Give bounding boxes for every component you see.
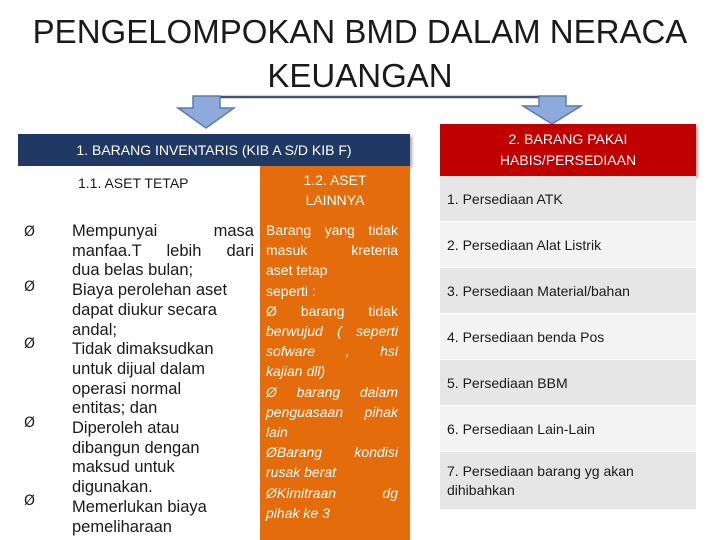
description-line: sofware , hsl: [266, 343, 398, 360]
list-item: [440, 360, 696, 406]
aset-tetap-title: 1.1. ASET TETAP: [78, 175, 189, 191]
persediaan-header-line-2: HABIS/PERSEDIAAN: [499, 152, 637, 168]
arrow-bullet-icon: Ø: [24, 336, 36, 352]
aset-lainnya-title-line-1: 1.2. ASET: [303, 172, 367, 188]
description-line: Barang yang tidak: [266, 222, 398, 238]
criteria-line: Tidak dimaksudkan: [72, 340, 214, 359]
criteria-line: operasi normal: [72, 379, 182, 398]
description-line: ØBarang kondisi: [266, 444, 398, 461]
criteria-line: dibangun dengan: [72, 438, 200, 457]
criteria-line: Biaya perolehan aset: [72, 281, 228, 300]
arrow-bullet-icon: Ø: [24, 415, 36, 431]
aset-lainnya-title-line-2: LAINNYA: [305, 192, 365, 208]
description-line: Ø barang tidak: [266, 302, 398, 319]
page-title-line-2: KEUANGAN: [267, 57, 453, 94]
criteria-line: Memerlukan biaya: [72, 497, 207, 516]
arrow-bullet-icon: Ø: [24, 224, 36, 240]
description-line: lain: [266, 424, 288, 441]
arrow-bullet-icon: Ø: [24, 493, 36, 509]
description-line: ØKimitraan dg: [266, 484, 398, 501]
description-line: pihak ke 3: [266, 504, 330, 521]
aset-lainnya-description: [266, 220, 398, 523]
list-item-label: 1. Persediaan ATK: [447, 190, 563, 207]
criteria-line: maksud untuk: [72, 458, 175, 477]
description-line: masuk kreteria: [266, 242, 398, 259]
description-line: berwujud ( seperti: [266, 323, 398, 340]
description-line: penguasaan pihak: [266, 403, 398, 420]
criteria-line: Diperoleh atau: [72, 419, 180, 438]
list-item-label: 4. Persediaan benda Pos: [447, 328, 605, 345]
criteria-line: digunakan.: [72, 478, 153, 497]
inventaris-header-label: 1. BARANG INVENTARIS (KIB A S/D KIB F): [76, 142, 352, 158]
list-item: [440, 314, 696, 360]
list-item: [440, 406, 696, 452]
list-item: [440, 222, 696, 268]
list-item-label: 5. Persediaan BBM: [447, 374, 568, 391]
persediaan-header-line-1: 2. BARANG PAKAI: [508, 131, 628, 147]
list-item-label: 3. Persediaan Material/bahan: [447, 282, 630, 299]
list-item-label: 6. Persediaan Lain-Lain: [447, 420, 595, 437]
description-line: aset tetap: [266, 262, 328, 279]
criteria-line: manfaa.T lebih dari: [72, 241, 254, 260]
criteria-line: pemeliharaan: [72, 517, 172, 536]
description-line: seperti :: [266, 282, 316, 299]
list-item-label-line-2: dihibahkan: [447, 481, 515, 498]
list-item-label-line-1: 7. Persediaan barang yg akan: [447, 462, 634, 479]
inventaris-header: [18, 134, 410, 166]
description-line: kajian dll): [266, 363, 326, 380]
persediaan-header: [440, 124, 696, 176]
arrow-bullet-icon: Ø: [24, 279, 36, 295]
aset-tetap-criteria: [72, 222, 254, 537]
criteria-line: andal;: [72, 320, 117, 339]
page-title-line-1: PENGELOMPOKAN BMD DALAM NERACA: [32, 13, 688, 50]
criteria-line: dapat diukur secara: [72, 300, 217, 319]
criteria-line: Mempunyai masa: [72, 222, 254, 240]
aset-lainnya-title: [262, 170, 408, 210]
arrow-down-right-icon: [523, 96, 581, 124]
list-item: [440, 452, 696, 510]
list-item: [440, 176, 696, 222]
criteria-line: entitas; dan: [72, 399, 158, 418]
list-item-label: 2. Persediaan Alat Listrik: [447, 236, 602, 253]
list-item: [440, 268, 696, 314]
description-line: Ø barang dalam: [266, 383, 398, 400]
criteria-line: dua belas bulan;: [72, 261, 194, 280]
persediaan-list: [440, 176, 696, 510]
arrow-down-left-icon: [178, 96, 234, 128]
description-line: rusak berat: [266, 464, 337, 481]
criteria-line: untuk dijual dalam: [72, 359, 205, 378]
